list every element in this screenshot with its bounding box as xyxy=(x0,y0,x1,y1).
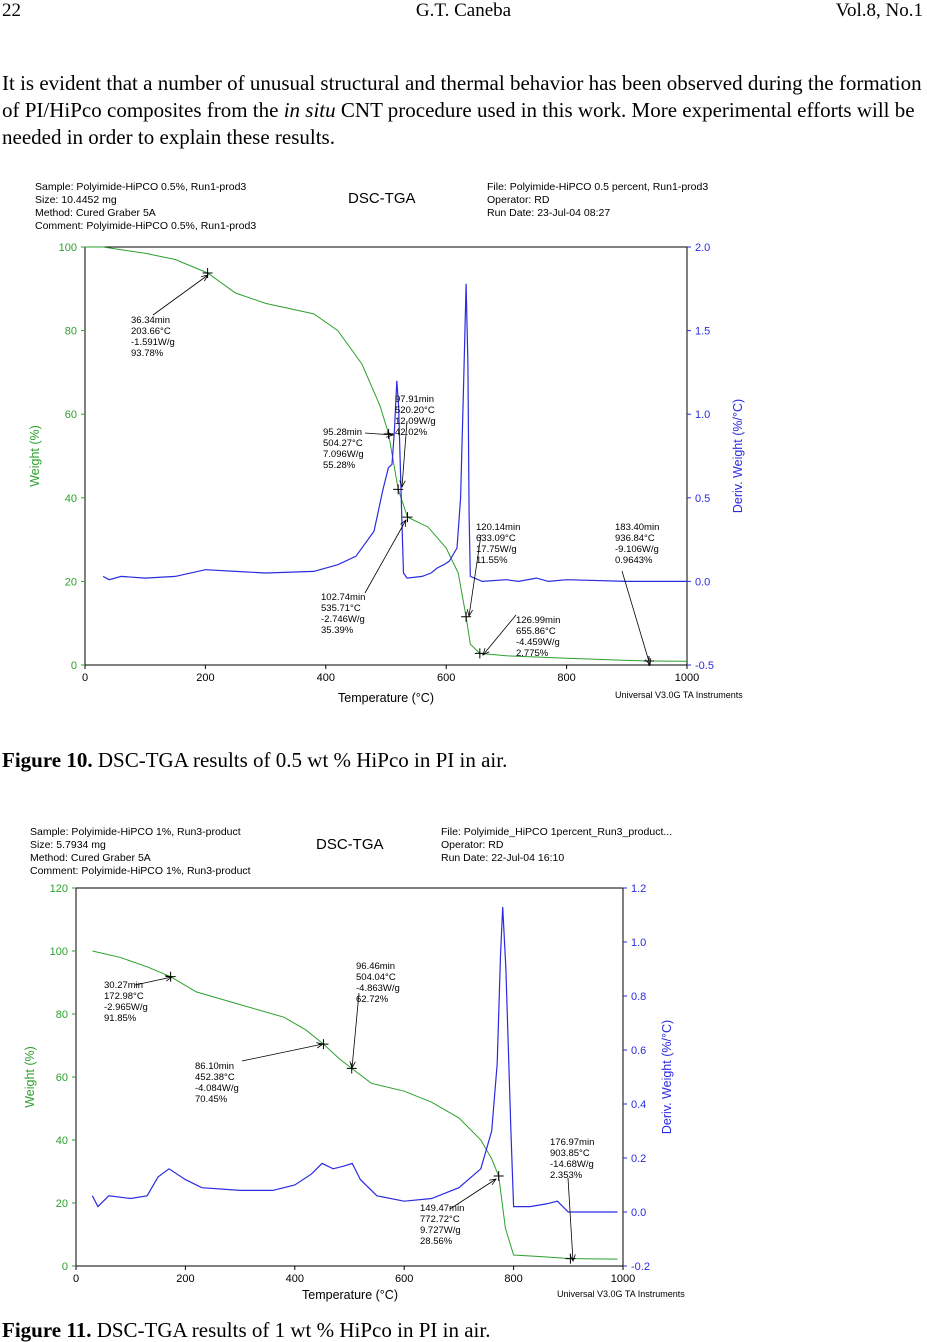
info-right-line: Operator: RD xyxy=(487,194,550,206)
annotation-line: 172.98°C xyxy=(104,991,144,1002)
info-left-line: Sample: Polyimide-HiPCO 0.5%, Run1-prod3 xyxy=(35,181,247,193)
y2-axis-label: Deriv. Weight (%/°C) xyxy=(660,1019,674,1135)
x-axis-label: Temperature (°C) xyxy=(302,1288,398,1302)
plot-frame xyxy=(85,247,687,665)
y2-ticks xyxy=(687,242,714,672)
arrow-head xyxy=(489,1179,496,1185)
chart-info-right xyxy=(487,181,708,219)
x-tick-label: 800 xyxy=(504,1273,523,1285)
y2-axis-label: Deriv. Weight (%/°C) xyxy=(731,398,745,514)
y2-tick-label: 2.0 xyxy=(695,242,711,254)
annotation-label xyxy=(356,961,400,1005)
y2-tick-label: 0.2 xyxy=(631,1153,647,1165)
x-ticks xyxy=(73,1266,635,1285)
y2-tick-label: 1.0 xyxy=(631,937,647,949)
annotation-label xyxy=(323,427,364,471)
annotation-line: -4.084W/g xyxy=(195,1083,239,1094)
annotation-line: 7.096W/g xyxy=(323,449,364,460)
annotation-line: 655.86°C xyxy=(516,626,556,637)
info-right-line: Run Date: 23-Jul-04 08:27 xyxy=(487,207,611,219)
annotation-label xyxy=(395,394,436,438)
x-tick-label: 200 xyxy=(196,672,215,684)
info-left-line: Comment: Polyimide-HiPCO 1%, Run3-product xyxy=(30,865,251,877)
annotation-line: 504.04°C xyxy=(356,972,396,983)
annotation-arrow xyxy=(365,520,406,593)
annotation-line: 120.14min xyxy=(476,522,521,533)
chart-info-left xyxy=(30,826,251,877)
annotation-line: 70.45% xyxy=(195,1094,228,1105)
annotation-line: 17.75W/g xyxy=(476,544,517,555)
y-tick-label: 60 xyxy=(55,1072,68,1084)
annotation-label xyxy=(321,592,365,636)
x-tick-label: 1000 xyxy=(610,1273,636,1285)
annotation-line: 903.85°C xyxy=(550,1148,590,1159)
annotation-line: 452.38°C xyxy=(195,1072,235,1083)
x-tick-label: 200 xyxy=(176,1273,195,1285)
annotation-line: -1.591W/g xyxy=(131,337,175,348)
point-marker xyxy=(402,512,412,522)
info-right-line: File: Polyimide-HiPCO 0.5 percent, Run1-prod3 xyxy=(487,181,709,193)
annotation-line: 35.39% xyxy=(321,625,354,636)
annotation-line: 96.46min xyxy=(356,961,396,972)
chart-info-left xyxy=(35,181,256,232)
y-tick-label: 0 xyxy=(70,660,77,672)
annotation-line: 9.727W/g xyxy=(420,1225,461,1236)
chart-title: DSC-TGA xyxy=(348,190,416,207)
annotation-arrow xyxy=(622,571,650,665)
annotation-label xyxy=(615,522,659,566)
arrow-head xyxy=(400,520,406,527)
x-axis-label: Temperature (°C) xyxy=(338,691,434,705)
deriv-curve xyxy=(92,907,617,1212)
annotation-line: 2.775% xyxy=(516,648,549,659)
x-tick-label: 600 xyxy=(437,672,456,684)
annotation-line: 203.66°C xyxy=(131,326,171,337)
y-tick-label: 20 xyxy=(55,1198,68,1210)
instrument-footer: Universal V3.0G TA Instruments xyxy=(557,1289,685,1299)
annotation-arrows xyxy=(135,976,575,1261)
annotation-line: 62.72% xyxy=(356,994,389,1005)
annotation-arrows xyxy=(153,275,651,665)
y-tick-label: 100 xyxy=(58,242,77,254)
y-tick-label: 40 xyxy=(64,492,77,505)
y2-tick-label: 0.8 xyxy=(631,991,647,1003)
figure-10-chart xyxy=(25,175,765,710)
point-marker xyxy=(347,1063,357,1073)
y-axis-label: Weight (%) xyxy=(23,1046,37,1108)
annotation-line: 86.10min xyxy=(195,1061,235,1072)
y-axis-label: Weight (%) xyxy=(28,425,42,487)
annotation-label xyxy=(420,1203,464,1247)
annotation-line: -4.459W/g xyxy=(516,637,560,648)
info-right-line: Run Date: 22-Jul-04 16:10 xyxy=(441,852,565,864)
plot-frame xyxy=(76,888,623,1266)
x-tick-label: 0 xyxy=(81,672,89,684)
caption-label: Figure 11. xyxy=(2,1318,92,1342)
annotation-line: 0.9643% xyxy=(615,555,653,566)
x-ticks xyxy=(82,665,699,684)
y-tick-label: 0 xyxy=(61,1261,68,1273)
annotation-label xyxy=(131,315,175,359)
annotation-line: 176.97min xyxy=(550,1137,595,1148)
annotation-line: 97.91min xyxy=(395,394,435,405)
y-tick-label: 60 xyxy=(64,409,77,422)
info-left-line: Method: Cured Graber 5A xyxy=(30,852,151,864)
y-tick-label: 40 xyxy=(55,1135,68,1147)
x-tick-label: 800 xyxy=(557,672,576,684)
annotation-line: 36.34min xyxy=(131,315,171,326)
y2-tick-label: 0.4 xyxy=(631,1099,647,1111)
annotation-line: 520.20°C xyxy=(395,405,435,416)
annotation-label xyxy=(516,615,560,659)
chart-info-right xyxy=(441,826,672,864)
point-markers xyxy=(166,972,576,1264)
y-tick-label: 80 xyxy=(55,1009,68,1021)
annotation-label xyxy=(195,1061,239,1105)
body-paragraph xyxy=(2,70,922,151)
annotation-label xyxy=(550,1137,594,1181)
annotation-line: 11.55% xyxy=(476,555,508,566)
running-author: G.T. Caneba xyxy=(415,0,512,21)
x-tick-label: 0 xyxy=(72,1273,80,1285)
annotations xyxy=(131,315,659,659)
caption-label: Figure 10. xyxy=(2,748,93,772)
point-markers xyxy=(203,268,654,666)
weight-curve xyxy=(92,951,617,1259)
x-tick-label: 600 xyxy=(395,1273,414,1285)
annotation-line: 936.84°C xyxy=(615,533,655,544)
annotation-arrow xyxy=(568,1178,573,1261)
paragraph-text-1: It is evident that a number of unusual structural and thermal behavior has been observed during the formation of PI/HiPco composites from the xyxy=(2,71,922,122)
point-marker xyxy=(384,429,394,439)
annotation-line: 126.99min xyxy=(516,615,561,626)
caption-text: DSC-TGA results of 0.5 wt % HiPco in PI in air. xyxy=(92,748,508,772)
x-tick-label: 400 xyxy=(285,1273,304,1285)
annotation-line: 91.85% xyxy=(104,1013,137,1024)
y2-tick-label: 0.0 xyxy=(631,1207,647,1219)
annotation-line: 55.28% xyxy=(323,460,356,471)
annotation-line: -4.863W/g xyxy=(356,983,400,994)
annotation-line: -2.965W/g xyxy=(104,1002,148,1013)
y2-ticks xyxy=(623,883,650,1273)
annotation-line: -9.106W/g xyxy=(615,544,659,555)
figure-11-chart xyxy=(20,823,720,1303)
y2-tick-label: 0.6 xyxy=(631,1045,647,1057)
annotation-line: 30.27min xyxy=(104,980,144,991)
info-left-line: Method: Cured Graber 5A xyxy=(35,207,156,219)
x-tick-label: 1000 xyxy=(674,672,700,684)
volume-info: Vol.8, No.1 xyxy=(835,0,923,21)
y2-tick-label: 1.2 xyxy=(631,883,647,895)
annotation-line: 149.47min xyxy=(420,1203,465,1214)
annotation-line: 772.72°C xyxy=(420,1214,460,1225)
y2-tick-label: 1.0 xyxy=(695,409,711,422)
paragraph-italic: in situ xyxy=(283,98,336,122)
annotation-line: -14.68W/g xyxy=(550,1159,594,1170)
annotation-line: 535.71°C xyxy=(321,603,361,614)
annotation-arrow xyxy=(483,615,516,655)
caption-text: DSC-TGA results of 1 wt % HiPco in PI in air. xyxy=(91,1318,491,1342)
figure-10-caption xyxy=(2,748,507,772)
y2-tick-label: -0.2 xyxy=(631,1261,650,1273)
y-tick-label: 120 xyxy=(49,883,68,895)
annotation-label xyxy=(476,522,520,566)
annotation-line: 42.02% xyxy=(395,427,428,438)
instrument-footer: Universal V3.0G TA Instruments xyxy=(615,690,743,700)
annotation-line: 183.40min xyxy=(615,522,660,533)
annotation-line: -2.746W/g xyxy=(321,614,365,625)
y-tick-label: 80 xyxy=(64,325,77,338)
y2-tick-label: -0.5 xyxy=(695,660,714,672)
info-right-line: File: Polyimide_HiPCO 1percent_Run3_product... xyxy=(441,826,673,838)
info-right-line: Operator: RD xyxy=(441,839,504,851)
paragraph-text-2: CNT procedure used in this work. More experimental efforts will be needed in order to explain these results. xyxy=(2,98,915,149)
y2-tick-label: 0.5 xyxy=(695,492,711,505)
annotations xyxy=(104,961,594,1247)
y2-tick-label: 0.0 xyxy=(695,576,711,589)
annotation-line: 95.28min xyxy=(323,427,363,438)
info-left-line: Comment: Polyimide-HiPCO 0.5%, Run1-prod3 xyxy=(35,220,257,232)
annotation-line: 93.78% xyxy=(131,348,164,359)
annotation-line: 633.09°C xyxy=(476,533,516,544)
y-ticks xyxy=(59,242,85,672)
y-tick-label: 20 xyxy=(64,576,77,589)
annotation-arrow xyxy=(242,1044,323,1061)
annotation-line: 504.27°C xyxy=(323,438,363,449)
weight-curve xyxy=(85,247,687,661)
chart-title: DSC-TGA xyxy=(316,836,384,853)
annotation-line: 2.353% xyxy=(550,1170,583,1181)
y-ticks xyxy=(50,883,76,1273)
y-tick-label: 100 xyxy=(49,946,68,958)
info-left-line: Size: 5.7934 mg xyxy=(30,839,106,851)
y2-tick-label: 1.5 xyxy=(695,325,711,338)
figure-11-caption xyxy=(2,1318,490,1342)
info-left-line: Size: 10.4452 mg xyxy=(35,194,117,206)
annotation-label xyxy=(104,980,148,1024)
info-left-line: Sample: Polyimide-HiPCO 1%, Run3-product xyxy=(30,826,241,838)
annotation-line: 12.09W/g xyxy=(395,416,436,427)
point-marker xyxy=(203,268,213,278)
annotation-line: 28.56% xyxy=(420,1236,453,1247)
page-number: 22 xyxy=(2,0,21,21)
annotation-line: 102.74min xyxy=(321,592,366,603)
annotation-arrow xyxy=(153,275,208,315)
x-tick-label: 400 xyxy=(316,672,335,684)
